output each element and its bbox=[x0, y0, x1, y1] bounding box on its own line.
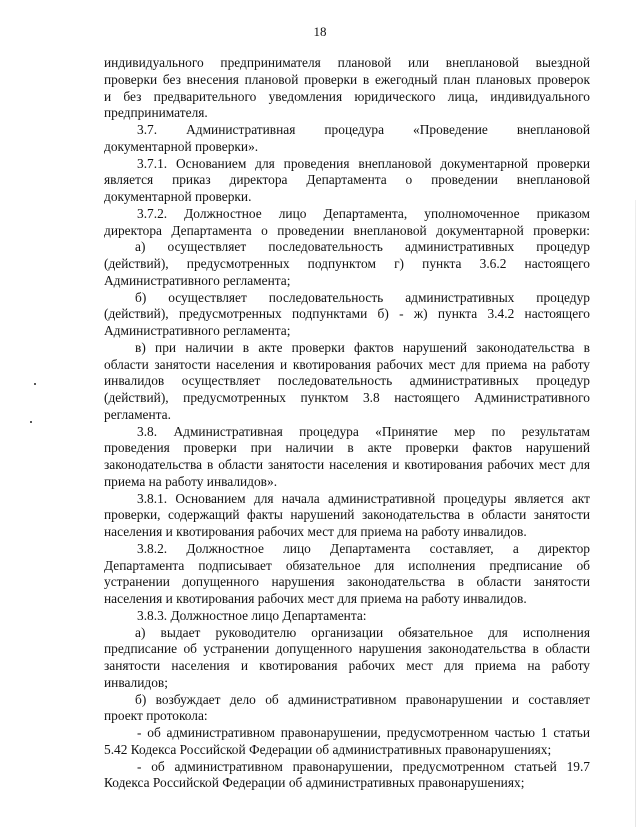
text-line: и без предварительного уведомления юридического лица, индивидуального bbox=[104, 88, 590, 104]
text-line: документарной проверки». bbox=[104, 138, 259, 154]
page-number: 18 bbox=[313, 24, 327, 39]
scan-speck bbox=[30, 421, 32, 423]
scan-edge-shadow bbox=[635, 200, 636, 827]
paragraph-3-7-2: 3.7.2. Должностное лицо Департамента, уполномоченное приказом bbox=[137, 205, 590, 221]
text-line: регламента. bbox=[104, 406, 171, 422]
text-line: (действий), предусмотренных подпунктами б) - ж) пункта 3.4.2 настоящего bbox=[104, 306, 590, 322]
sub-item-dash-1: - об административном правонарушении, предусмотренном частью 1 статьи bbox=[137, 725, 590, 740]
list-item-b: б) осуществляет последовательность административных процедур bbox=[135, 289, 590, 305]
text-line: Кодекса Российской Федерации об административных правонарушениях; bbox=[104, 775, 525, 791]
text-line: документарной проверки. bbox=[104, 189, 252, 204]
text-line: проверки, содержащий факты нарушений законодательства в области занятости bbox=[104, 507, 590, 523]
text-line: Административного регламента; bbox=[104, 272, 291, 288]
list-item-b-2: б) возбуждает дело об административном правонарушении и составляет bbox=[135, 691, 590, 707]
text-line: является приказ директора Департамента о проведении внеплановой bbox=[104, 172, 590, 188]
text-line: предписание об устранении допущенного нарушения законодательства в области bbox=[104, 641, 590, 657]
text-line: проект протокола: bbox=[104, 708, 208, 724]
text-line: Департамента подписывает обязательное для исполнения предписание об bbox=[104, 557, 590, 573]
text-line: директора Департамента о проведении внеплановой документарной проверки: bbox=[104, 222, 590, 238]
list-item-a: а) осуществляет последовательность административных процедур bbox=[135, 239, 590, 255]
text-line: проведения проверки при наличии в акте проверки фактов нарушений bbox=[104, 440, 590, 456]
paragraph-3-7-1: 3.7.1. Основанием для проведения внеплановой документарной проверки bbox=[137, 155, 590, 171]
text-line: 5.42 Кодекса Российской Федерации об административных правонарушениях; bbox=[104, 741, 552, 757]
text-line: индивидуального предпринимателя плановой или внеплановой выездной bbox=[104, 55, 590, 70]
text-line: инвалидов; bbox=[104, 674, 168, 690]
text-line: инвалидов осуществляет последовательность административных процедур bbox=[104, 373, 590, 389]
sub-item-dash-2: - об административном правонарушении, предусмотренном статьей 19.7 bbox=[137, 758, 590, 774]
list-item-v: в) при наличии в акте проверки фактов нарушений законодательства в bbox=[135, 339, 590, 355]
text-line: занятости населения и квотирования рабочих мест для приема на работу bbox=[104, 658, 590, 673]
text-line: законодательства в области занятости населения и квотирования рабочих мест для bbox=[104, 457, 590, 472]
document-body bbox=[104, 55, 590, 792]
section-heading-3-7: 3.7. Административная процедура «Проведение внеплановой bbox=[137, 122, 590, 137]
paragraph-3-8-3: 3.8.3. Должностное лицо Департамента: bbox=[137, 607, 367, 623]
text-line: населения и квотирования рабочих мест для приема на работу инвалидов. bbox=[104, 524, 527, 539]
text-line: приема на работу инвалидов». bbox=[104, 473, 278, 489]
text-line: предпринимателя. bbox=[104, 105, 208, 121]
text-line: устранении допущенного нарушения законодательства в области занятости bbox=[104, 574, 590, 590]
list-item-a-2: а) выдает руководителю организации обязательное для исполнения bbox=[135, 624, 590, 640]
paragraph-3-8-1: 3.8.1. Основанием для начала административной процедуры является акт bbox=[137, 490, 590, 506]
text-line: (действий), предусмотренных подпунктом г) пункта 3.6.2 настоящего bbox=[104, 256, 590, 271]
scan-speck bbox=[34, 383, 36, 385]
text-line: проверки без внесения плановой проверки в ежегодный план плановых проверок bbox=[104, 71, 590, 87]
text-line: (действий), предусмотренных пунктом 3.8 настоящего Административного bbox=[104, 390, 590, 405]
section-heading-3-8: 3.8. Административная процедура «Принятие мер по результатам bbox=[137, 423, 590, 439]
text-line: Административного регламента; bbox=[104, 323, 291, 338]
text-line: населения и квотирования рабочих мест для приема на работу инвалидов. bbox=[104, 591, 527, 606]
text-line: области занятости населения и квотирования рабочих мест для приема на работу bbox=[104, 356, 590, 372]
paragraph-3-8-2: 3.8.2. Должностное лицо Департамента составляет, а директор bbox=[137, 540, 590, 556]
